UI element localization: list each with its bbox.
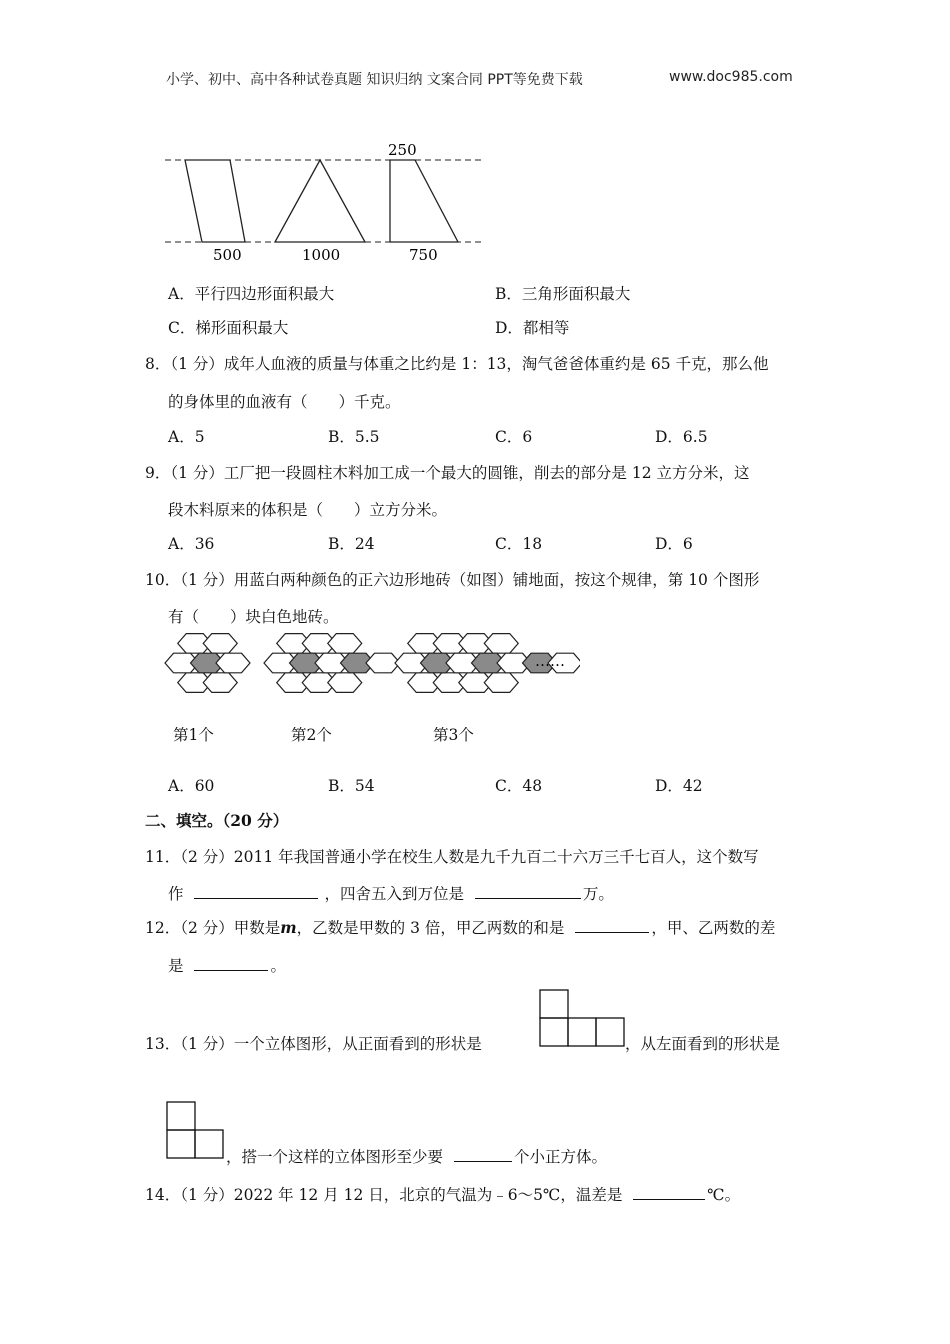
hexagon-ellipsis: ……: [535, 652, 565, 670]
q14-text-a: 14．（1 分）2022 年 12 月 12 日，北京的气温为﹣6～5℃，温差是: [145, 1186, 623, 1204]
q13-line2: [226, 1145, 607, 1167]
q8-option-a: A．5: [168, 428, 205, 446]
hex-label-1: 第1个: [173, 726, 214, 744]
triangle-shape: [275, 160, 365, 242]
q8-option-b: B．5.5: [328, 428, 380, 446]
hexagon-tiles: [165, 634, 580, 693]
q10-option-d: D．42: [655, 777, 703, 795]
header-text: 小学、初中、高中各种试卷真题 知识归纳 文案合同 PPT等免费下载: [166, 72, 583, 88]
header-url: www.doc985.com: [669, 69, 793, 85]
q12-line1: [145, 916, 775, 938]
q11-line2: [168, 882, 614, 904]
q14-blank[interactable]: [633, 1185, 705, 1200]
hex-label-3: 第3个: [433, 726, 474, 744]
label-1000: 1000: [302, 246, 341, 264]
q9-option-c: C．18: [495, 535, 543, 553]
q10-line2: 有（ ）块白色地砖。: [168, 608, 339, 626]
q10-option-b: B．54: [328, 777, 375, 795]
left-view-figure: [166, 1101, 226, 1159]
q7-option-d: D．都相等: [495, 319, 570, 337]
q9-line2: 段木料原来的体积是（ ）立方分米。: [168, 501, 448, 519]
q11-blank-1[interactable]: [194, 884, 318, 899]
q9-option-d: D．6: [655, 535, 693, 553]
hex-white-tile: [484, 673, 518, 693]
q8-option-c: C．6: [495, 428, 533, 446]
trapezoid-shape: [390, 160, 458, 242]
parallelogram-shape: [185, 160, 245, 242]
q11-blank-2[interactable]: [475, 884, 581, 899]
q9-line1: 9．（1 分）工厂把一段圆柱木料加工成一个最大的圆锥，削去的部分是 12 立方分米，这: [145, 464, 750, 482]
q13-text-c: ，搭一个这样的立体图形至少要: [226, 1148, 444, 1166]
q11-text-c: 万。: [582, 885, 614, 903]
hex-white-tile: [484, 634, 518, 654]
q8-line2: 的身体里的血液有（ ）千克。: [168, 393, 401, 411]
q10-line1: 10．（1 分）用蓝白两种颜色的正六边形地砖（如图）铺地面，按这个规律，第 10 个图形: [145, 571, 760, 589]
hex-label-2: 第2个: [291, 726, 332, 744]
q13-line1b: ，从左面看到的形状是: [625, 1035, 781, 1053]
q12-text-e: 。: [270, 957, 286, 975]
q12-text-b: ，乙数是甲数的 3 倍，甲乙两数的和是: [296, 919, 565, 937]
q8-option-d: D．6.5: [655, 428, 708, 446]
q12-text-a: 12．（2 分）甲数是: [145, 919, 281, 937]
q7-option-c: C．梯形面积最大: [168, 319, 289, 337]
hex-white-tile: [216, 653, 250, 673]
label-250: 250: [388, 141, 417, 159]
label-750: 750: [409, 246, 438, 264]
q12-text-d: 是: [168, 957, 184, 975]
label-500: 500: [213, 246, 242, 264]
q9-option-b: B．24: [328, 535, 375, 553]
q12-blank-1[interactable]: [575, 918, 649, 933]
q13-blank[interactable]: [454, 1147, 512, 1162]
q13-text-d: 个小正方体。: [513, 1148, 607, 1166]
q11-line1: 11．（2 分）2011 年我国普通小学在校生人数是九千九百二十六万三千七百人，这个数写: [145, 848, 759, 866]
q14-text-b: ℃。: [707, 1186, 741, 1204]
q10-option-a: A．60: [168, 777, 215, 795]
q11-text-a: 作: [168, 885, 184, 903]
q12-blank-2[interactable]: [194, 956, 268, 971]
hex-white-tile: [328, 634, 362, 654]
q8-line1: 8．（1 分）成年人血液的质量与体重之比约是 1：13，淘气爸爸体重约是 65 千克，那么他: [145, 355, 769, 373]
hex-white-tile: [203, 673, 237, 693]
q14-line1: [145, 1183, 740, 1205]
q9-option-a: A．36: [168, 535, 215, 553]
q12-line2: [168, 954, 286, 976]
q12-text-c: ，甲、乙两数的差: [651, 919, 776, 937]
hexagon-pattern-figure: [160, 628, 580, 698]
front-view-figure: [539, 989, 627, 1047]
shapes-figure: [160, 136, 500, 266]
q12-var-m: m: [280, 918, 297, 937]
q7-option-b: B．三角形面积最大: [495, 285, 631, 303]
q7-option-a: A．平行四边形面积最大: [168, 285, 335, 303]
q10-option-c: C．48: [495, 777, 543, 795]
q13-line1a: 13．（1 分）一个立体图形，从正面看到的形状是: [145, 1035, 482, 1053]
section-2-title: 二、填空。（20 分）: [145, 811, 289, 830]
q11-text-b: ，四舍五入到万位是: [324, 885, 464, 903]
hex-white-tile: [203, 634, 237, 654]
page-header: [166, 69, 583, 89]
hex-white-tile: [328, 673, 362, 693]
